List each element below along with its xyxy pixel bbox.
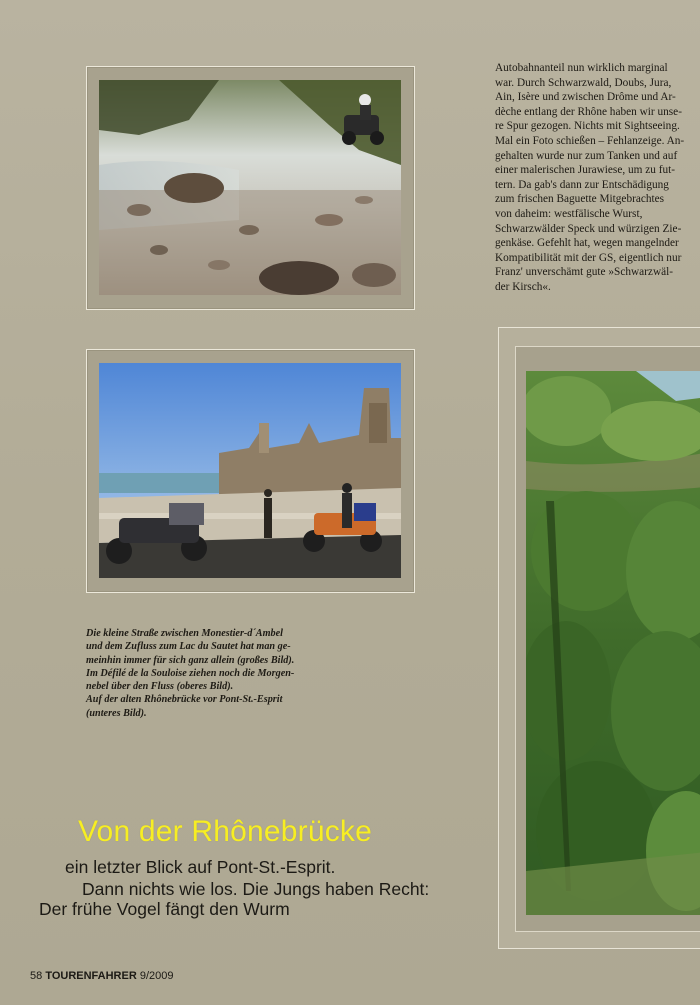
issue-number: 9/2009 <box>139 970 174 982</box>
body-line: zum frischen Baguette Mitgebrachtes <box>495 193 665 206</box>
body-line: war. Durch Schwarzwald, Doubs, Jura, <box>495 76 672 89</box>
body-line: Kompatibilität mit der GS, eigentlich nur <box>495 251 682 264</box>
caption-line: (unteres Bild). <box>86 707 147 719</box>
subheadline-line-2: Dann nichts wie los. Die Jungs haben Recht: <box>82 879 430 899</box>
photo-frame-bottom <box>86 349 415 593</box>
caption-line: Auf der alten Rhônebrücke vor Pont-St.-Esprit <box>86 694 283 706</box>
body-line: der Kirsch«. <box>495 280 551 293</box>
subheadline-line-3: Der frühe Vogel fängt den Wurm <box>39 899 290 919</box>
photo-frame-large <box>498 327 700 949</box>
page-footer <box>30 970 174 982</box>
body-line: von daheim: westfälische Wurst, <box>495 207 643 220</box>
caption-line: nebel über den Fluss (oberes Bild). <box>86 681 234 693</box>
caption-line: Die kleine Straße zwischen Monestier-d´Ambel <box>86 628 283 639</box>
body-line: genkäse. Gefehlt hat, wegen mangelnder <box>495 237 679 250</box>
caption-line: meinhin immer für sich ganz allein (großes Bild). <box>86 654 295 666</box>
magazine-name: TOURENFAHRER <box>45 970 137 982</box>
photo-frame-top <box>86 66 415 310</box>
forest-road-photo <box>526 371 700 915</box>
body-line: Schwarzwälder Speck und würzigen Zie- <box>495 222 682 235</box>
body-line: Ain, Isère und zwischen Drôme und Ar- <box>495 91 676 104</box>
body-line: Mal ein Foto schießen – Fehlanzeige. An- <box>495 134 685 147</box>
river-mist-photo <box>99 80 401 295</box>
photo-caption <box>86 627 416 720</box>
body-line: dèche entlang der Rhône haben wir unse- <box>495 105 682 118</box>
page-number: 58 <box>30 970 43 982</box>
body-line: einer malerischen Jurawiese, um zu fut- <box>495 164 676 177</box>
body-line: re Spur gezogen. Nichts mit Sightseeing. <box>495 120 680 133</box>
body-line: tern. Da gab's dann zur Entschädigung <box>495 178 669 191</box>
caption-line: und dem Zufluss zum Lac du Sautet hat man ge- <box>86 641 291 653</box>
caption-line: Im Défilé de la Souloise ziehen noch die Morgen- <box>86 667 295 679</box>
body-line: Franz' unverschämt gute »Schwarzwäl- <box>495 266 674 279</box>
body-line: Autobahnanteil nun wirklich marginal <box>495 62 668 74</box>
body-line: gehalten wurde nur zum Tanken und auf <box>495 149 678 162</box>
body-text-column <box>495 61 700 295</box>
subheadline-line-1: ein letzter Blick auf Pont-St.-Esprit. <box>65 857 336 877</box>
headline: Von der Rhônebrücke <box>78 815 373 848</box>
rhone-bridge-photo <box>99 363 401 578</box>
